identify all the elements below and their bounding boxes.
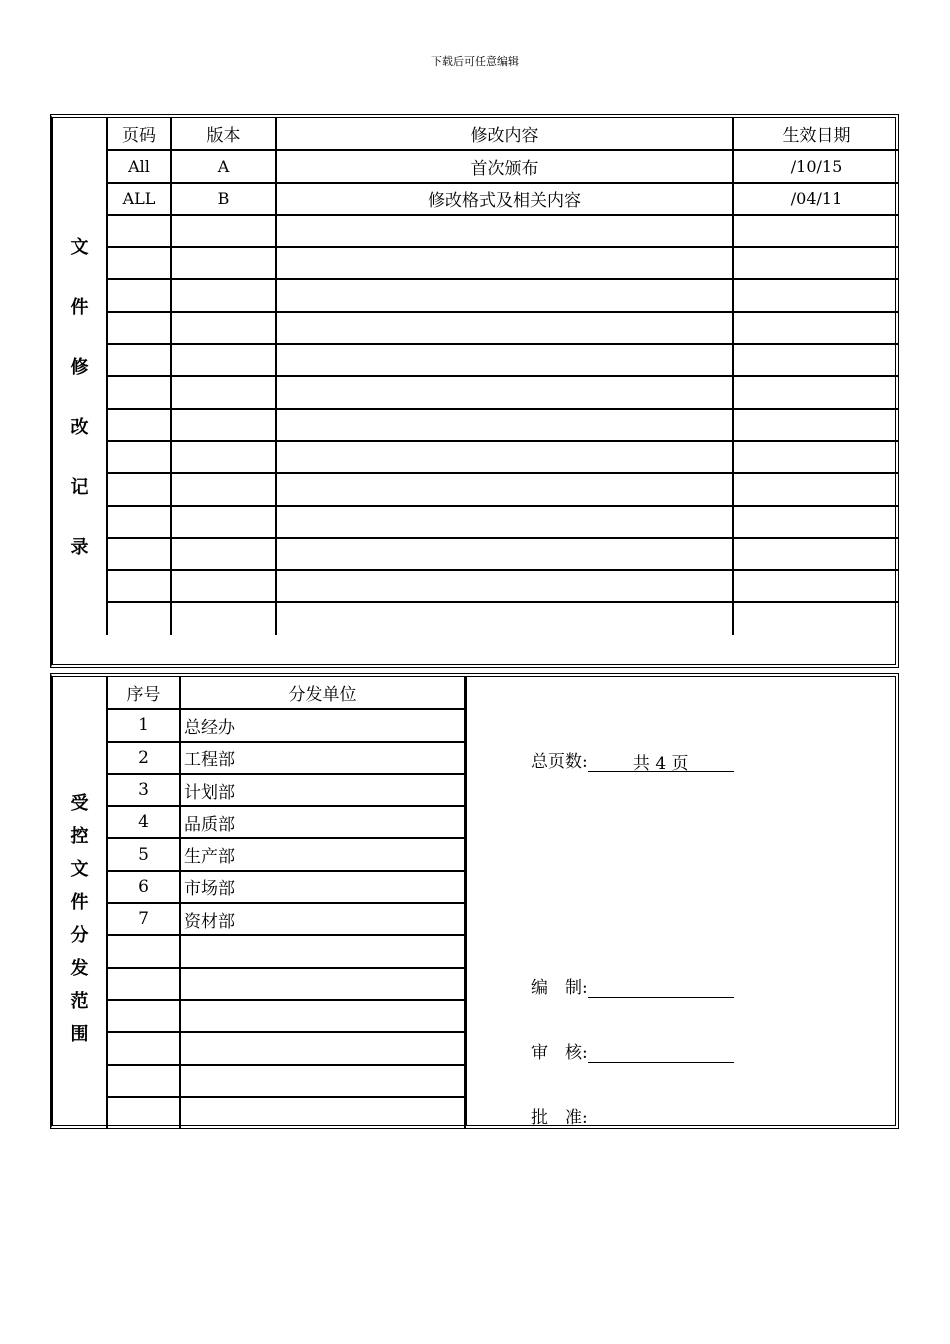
distribution-table <box>106 677 466 1129</box>
table-cell[interactable] <box>733 312 899 344</box>
serial-number-cell[interactable] <box>107 1000 180 1032</box>
table-cell[interactable] <box>276 376 733 408</box>
distribution-unit-cell[interactable]: 生产部 <box>180 838 465 870</box>
side-title-char: 改 <box>70 417 89 438</box>
side-title-char: 范 <box>70 991 89 1012</box>
table-row <box>107 409 899 441</box>
serial-number-cell[interactable]: 4 <box>107 806 180 838</box>
table-cell[interactable] <box>733 602 899 634</box>
column-header: 序号 <box>107 677 180 709</box>
side-title-char: 受 <box>70 793 89 814</box>
total-pages-label: 总页数: <box>531 752 588 772</box>
table-row <box>107 376 899 408</box>
side-title-char: 件 <box>70 892 89 913</box>
table-cell[interactable] <box>733 409 899 441</box>
table-cell[interactable] <box>171 279 276 311</box>
serial-number-cell[interactable] <box>107 968 180 1000</box>
table-row <box>107 312 899 344</box>
table-cell[interactable] <box>107 409 171 441</box>
column-divider <box>464 677 468 1125</box>
table-cell[interactable] <box>171 376 276 408</box>
table-cell[interactable] <box>171 602 276 634</box>
serial-number-cell[interactable] <box>107 1065 180 1097</box>
revision-side-title <box>53 233 106 559</box>
serial-number-cell[interactable]: 2 <box>107 742 180 774</box>
table-cell[interactable] <box>733 538 899 570</box>
distribution-unit-cell[interactable]: 工程部 <box>180 742 465 774</box>
table-cell[interactable] <box>733 247 899 279</box>
table-cell[interactable] <box>171 312 276 344</box>
distribution-unit-cell[interactable] <box>180 1000 465 1032</box>
table-cell[interactable] <box>107 312 171 344</box>
serial-number-cell[interactable] <box>107 1032 180 1064</box>
table-row <box>107 538 899 570</box>
compiled-by-label: 编 制: <box>531 978 588 998</box>
table-cell[interactable] <box>733 344 899 376</box>
serial-number-cell[interactable] <box>107 1097 180 1129</box>
column-header: 页码 <box>107 118 171 150</box>
serial-number-cell[interactable]: 3 <box>107 774 180 806</box>
distribution-unit-cell[interactable] <box>180 935 465 967</box>
table-row <box>107 935 465 967</box>
table-cell[interactable] <box>107 247 171 279</box>
table-cell[interactable] <box>171 570 276 602</box>
distribution-unit-cell[interactable]: 计划部 <box>180 774 465 806</box>
table-cell[interactable] <box>107 376 171 408</box>
table-row <box>107 1065 465 1097</box>
distribution-unit-cell[interactable]: 市场部 <box>180 871 465 903</box>
table-cell[interactable] <box>733 473 899 505</box>
table-cell[interactable] <box>276 538 733 570</box>
table-cell[interactable] <box>107 279 171 311</box>
table-row <box>107 838 465 870</box>
side-title-char: 文 <box>70 859 89 880</box>
side-title-char: 记 <box>70 477 89 498</box>
table-cell[interactable] <box>107 344 171 376</box>
table-cell[interactable] <box>107 215 171 247</box>
total-pages-field <box>531 747 734 772</box>
table-row <box>107 806 465 838</box>
compiled-by-line[interactable] <box>588 975 734 998</box>
table-row <box>107 279 899 311</box>
table-cell[interactable]: A <box>171 150 276 182</box>
table-row <box>107 1000 465 1032</box>
table-row <box>107 1032 465 1064</box>
table-row <box>107 968 465 1000</box>
table-row <box>107 871 465 903</box>
side-title-char: 件 <box>70 297 89 318</box>
serial-number-cell[interactable]: 7 <box>107 903 180 935</box>
table-cell[interactable] <box>171 247 276 279</box>
table-row <box>107 742 465 774</box>
table-cell[interactable] <box>733 279 899 311</box>
side-title-char: 修 <box>70 357 89 378</box>
table-row <box>107 903 465 935</box>
table-row <box>107 774 465 806</box>
side-title-char: 控 <box>70 826 89 847</box>
table-cell[interactable] <box>276 473 733 505</box>
distribution-unit-cell[interactable]: 资材部 <box>180 903 465 935</box>
table-cell[interactable] <box>107 570 171 602</box>
table-cell[interactable] <box>276 506 733 538</box>
table-cell[interactable]: /10/15 <box>733 150 899 182</box>
side-title-char: 分 <box>70 925 89 946</box>
table-row <box>107 1097 465 1129</box>
serial-number-cell[interactable]: 6 <box>107 871 180 903</box>
table-cell[interactable] <box>171 409 276 441</box>
table-row <box>107 215 899 247</box>
side-title-char: 文 <box>70 237 89 258</box>
column-header: 分发单位 <box>180 677 465 709</box>
distribution-unit-cell[interactable]: 总经办 <box>180 709 465 741</box>
table-cell[interactable] <box>276 215 733 247</box>
table-cell[interactable]: 首次颁布 <box>276 150 733 182</box>
table-cell[interactable]: 修改格式及相关内容 <box>276 183 733 215</box>
reviewed-by-line[interactable] <box>588 1040 734 1063</box>
approved-by-label: 批 准: <box>531 1108 588 1128</box>
distribution-unit-cell[interactable] <box>180 1097 465 1129</box>
table-cell[interactable] <box>171 215 276 247</box>
table-cell[interactable] <box>107 473 171 505</box>
table-cell[interactable] <box>171 344 276 376</box>
table-cell[interactable] <box>107 506 171 538</box>
column-header: 版本 <box>171 118 276 150</box>
distribution-section <box>50 673 899 1129</box>
table-cell[interactable] <box>276 570 733 602</box>
table-row <box>107 150 899 182</box>
distribution-unit-cell[interactable] <box>180 1032 465 1064</box>
table-cell[interactable] <box>171 538 276 570</box>
revision-record-section <box>50 114 899 668</box>
table-row <box>107 570 899 602</box>
table-cell[interactable] <box>733 441 899 473</box>
total-pages-value[interactable]: 共 4 页 <box>588 749 734 772</box>
table-row <box>107 602 899 634</box>
table-cell[interactable] <box>107 441 171 473</box>
table-cell[interactable] <box>276 247 733 279</box>
reviewed-by-field <box>531 1038 734 1063</box>
serial-number-cell[interactable] <box>107 935 180 967</box>
serial-number-cell[interactable]: 1 <box>107 709 180 741</box>
side-title-char: 围 <box>70 1024 89 1045</box>
table-cell[interactable] <box>276 279 733 311</box>
table-cell[interactable]: /04/11 <box>733 183 899 215</box>
table-row <box>107 183 899 215</box>
serial-number-cell[interactable]: 5 <box>107 838 180 870</box>
table-row <box>107 247 899 279</box>
compiled-by-field <box>531 973 734 998</box>
distribution-side-title <box>53 789 106 1046</box>
header-note: 下载后可任意编辑 <box>431 55 519 68</box>
table-row <box>107 344 899 376</box>
table-cell[interactable] <box>171 473 276 505</box>
approved-by-field <box>531 1103 588 1128</box>
distribution-unit-cell[interactable] <box>180 1065 465 1097</box>
table-row <box>107 473 899 505</box>
column-header: 生效日期 <box>733 118 899 150</box>
table-row <box>107 709 465 741</box>
column-header: 修改内容 <box>276 118 733 150</box>
table-row <box>107 506 899 538</box>
table-cell[interactable] <box>733 376 899 408</box>
table-cell[interactable] <box>733 215 899 247</box>
side-title-char: 录 <box>70 537 89 558</box>
table-cell[interactable] <box>171 506 276 538</box>
side-title-char: 发 <box>70 958 89 979</box>
distribution-header-row <box>107 677 465 709</box>
reviewed-by-label: 审 核: <box>531 1043 588 1063</box>
table-cell[interactable] <box>276 312 733 344</box>
revision-table <box>106 118 899 635</box>
table-row <box>107 441 899 473</box>
table-cell[interactable] <box>733 506 899 538</box>
table-cell[interactable] <box>171 441 276 473</box>
table-cell[interactable]: All <box>107 150 171 182</box>
table-cell[interactable] <box>107 602 171 634</box>
table-cell[interactable] <box>733 570 899 602</box>
table-cell[interactable] <box>276 409 733 441</box>
table-cell[interactable] <box>276 344 733 376</box>
revision-header-row <box>107 118 899 150</box>
table-cell[interactable]: ALL <box>107 183 171 215</box>
distribution-unit-cell[interactable] <box>180 968 465 1000</box>
distribution-unit-cell[interactable]: 品质部 <box>180 806 465 838</box>
table-cell[interactable] <box>107 538 171 570</box>
table-cell[interactable] <box>276 602 733 634</box>
table-cell[interactable]: B <box>171 183 276 215</box>
table-cell[interactable] <box>276 441 733 473</box>
